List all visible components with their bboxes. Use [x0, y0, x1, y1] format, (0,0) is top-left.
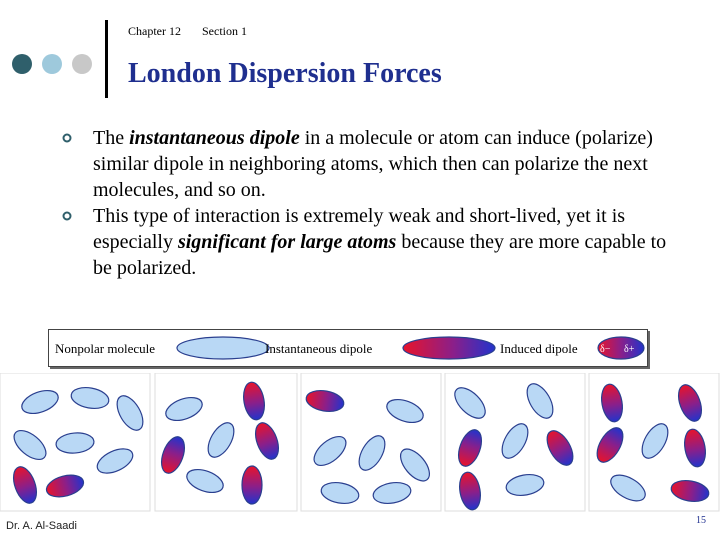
slide-header: [128, 24, 265, 39]
instantaneous-dipole-icon: [399, 335, 499, 361]
bullet-text-before: This type of interaction is extremely weak and short-lived, yet it is especially: [93, 205, 626, 253]
ring-bullet-icon: [62, 133, 72, 143]
dipole-legend: [48, 329, 648, 367]
section-label: Section 1: [202, 24, 247, 38]
delta-minus-label: δ−: [600, 344, 611, 355]
bullet-emphasis: instantaneous dipole: [129, 127, 300, 149]
bullet-text-before: The: [93, 127, 130, 149]
dot-light-blue: [42, 54, 62, 74]
page-number: 15: [696, 515, 706, 526]
panel-five: [592, 382, 711, 506]
dipole-illustration: [0, 373, 720, 513]
bullet-text-after: because they are more capable to be polarized.: [93, 231, 667, 279]
bullet-list: [62, 125, 682, 281]
legend-instantaneous-label: Instantaneous dipole: [265, 341, 373, 356]
dot-gray: [72, 54, 92, 74]
panel-nonpolar: [9, 385, 148, 506]
dot-dark: [12, 54, 32, 74]
bullet-emphasis: significant for large atoms: [177, 231, 397, 253]
panel-four: [449, 380, 578, 512]
nonpolar-molecule-icon: [173, 335, 273, 361]
panel-three: [305, 388, 435, 506]
author-footer: Dr. A. Al-Saadi: [6, 520, 77, 532]
panel-two: [157, 381, 283, 504]
bullet-item: [62, 203, 682, 281]
legend-nonpolar-label: Nonpolar molecule: [55, 341, 155, 356]
legend-induced-label: Induced dipole: [500, 341, 578, 356]
bullet-item: [62, 125, 682, 203]
bullet-text-after: in a molecule or atom can induce (polarize) similar dipole in neighboring atoms, which then can polarize the next molecules, and so on.: [93, 127, 653, 201]
title-divider: [105, 20, 108, 98]
chapter-label: Chapter 12: [128, 24, 181, 38]
induced-dipole-icon: [597, 335, 645, 361]
delta-plus-label: δ+: [624, 344, 635, 355]
slide-title: London Dispersion Forces: [128, 58, 442, 89]
ring-bullet-icon: [62, 211, 72, 221]
